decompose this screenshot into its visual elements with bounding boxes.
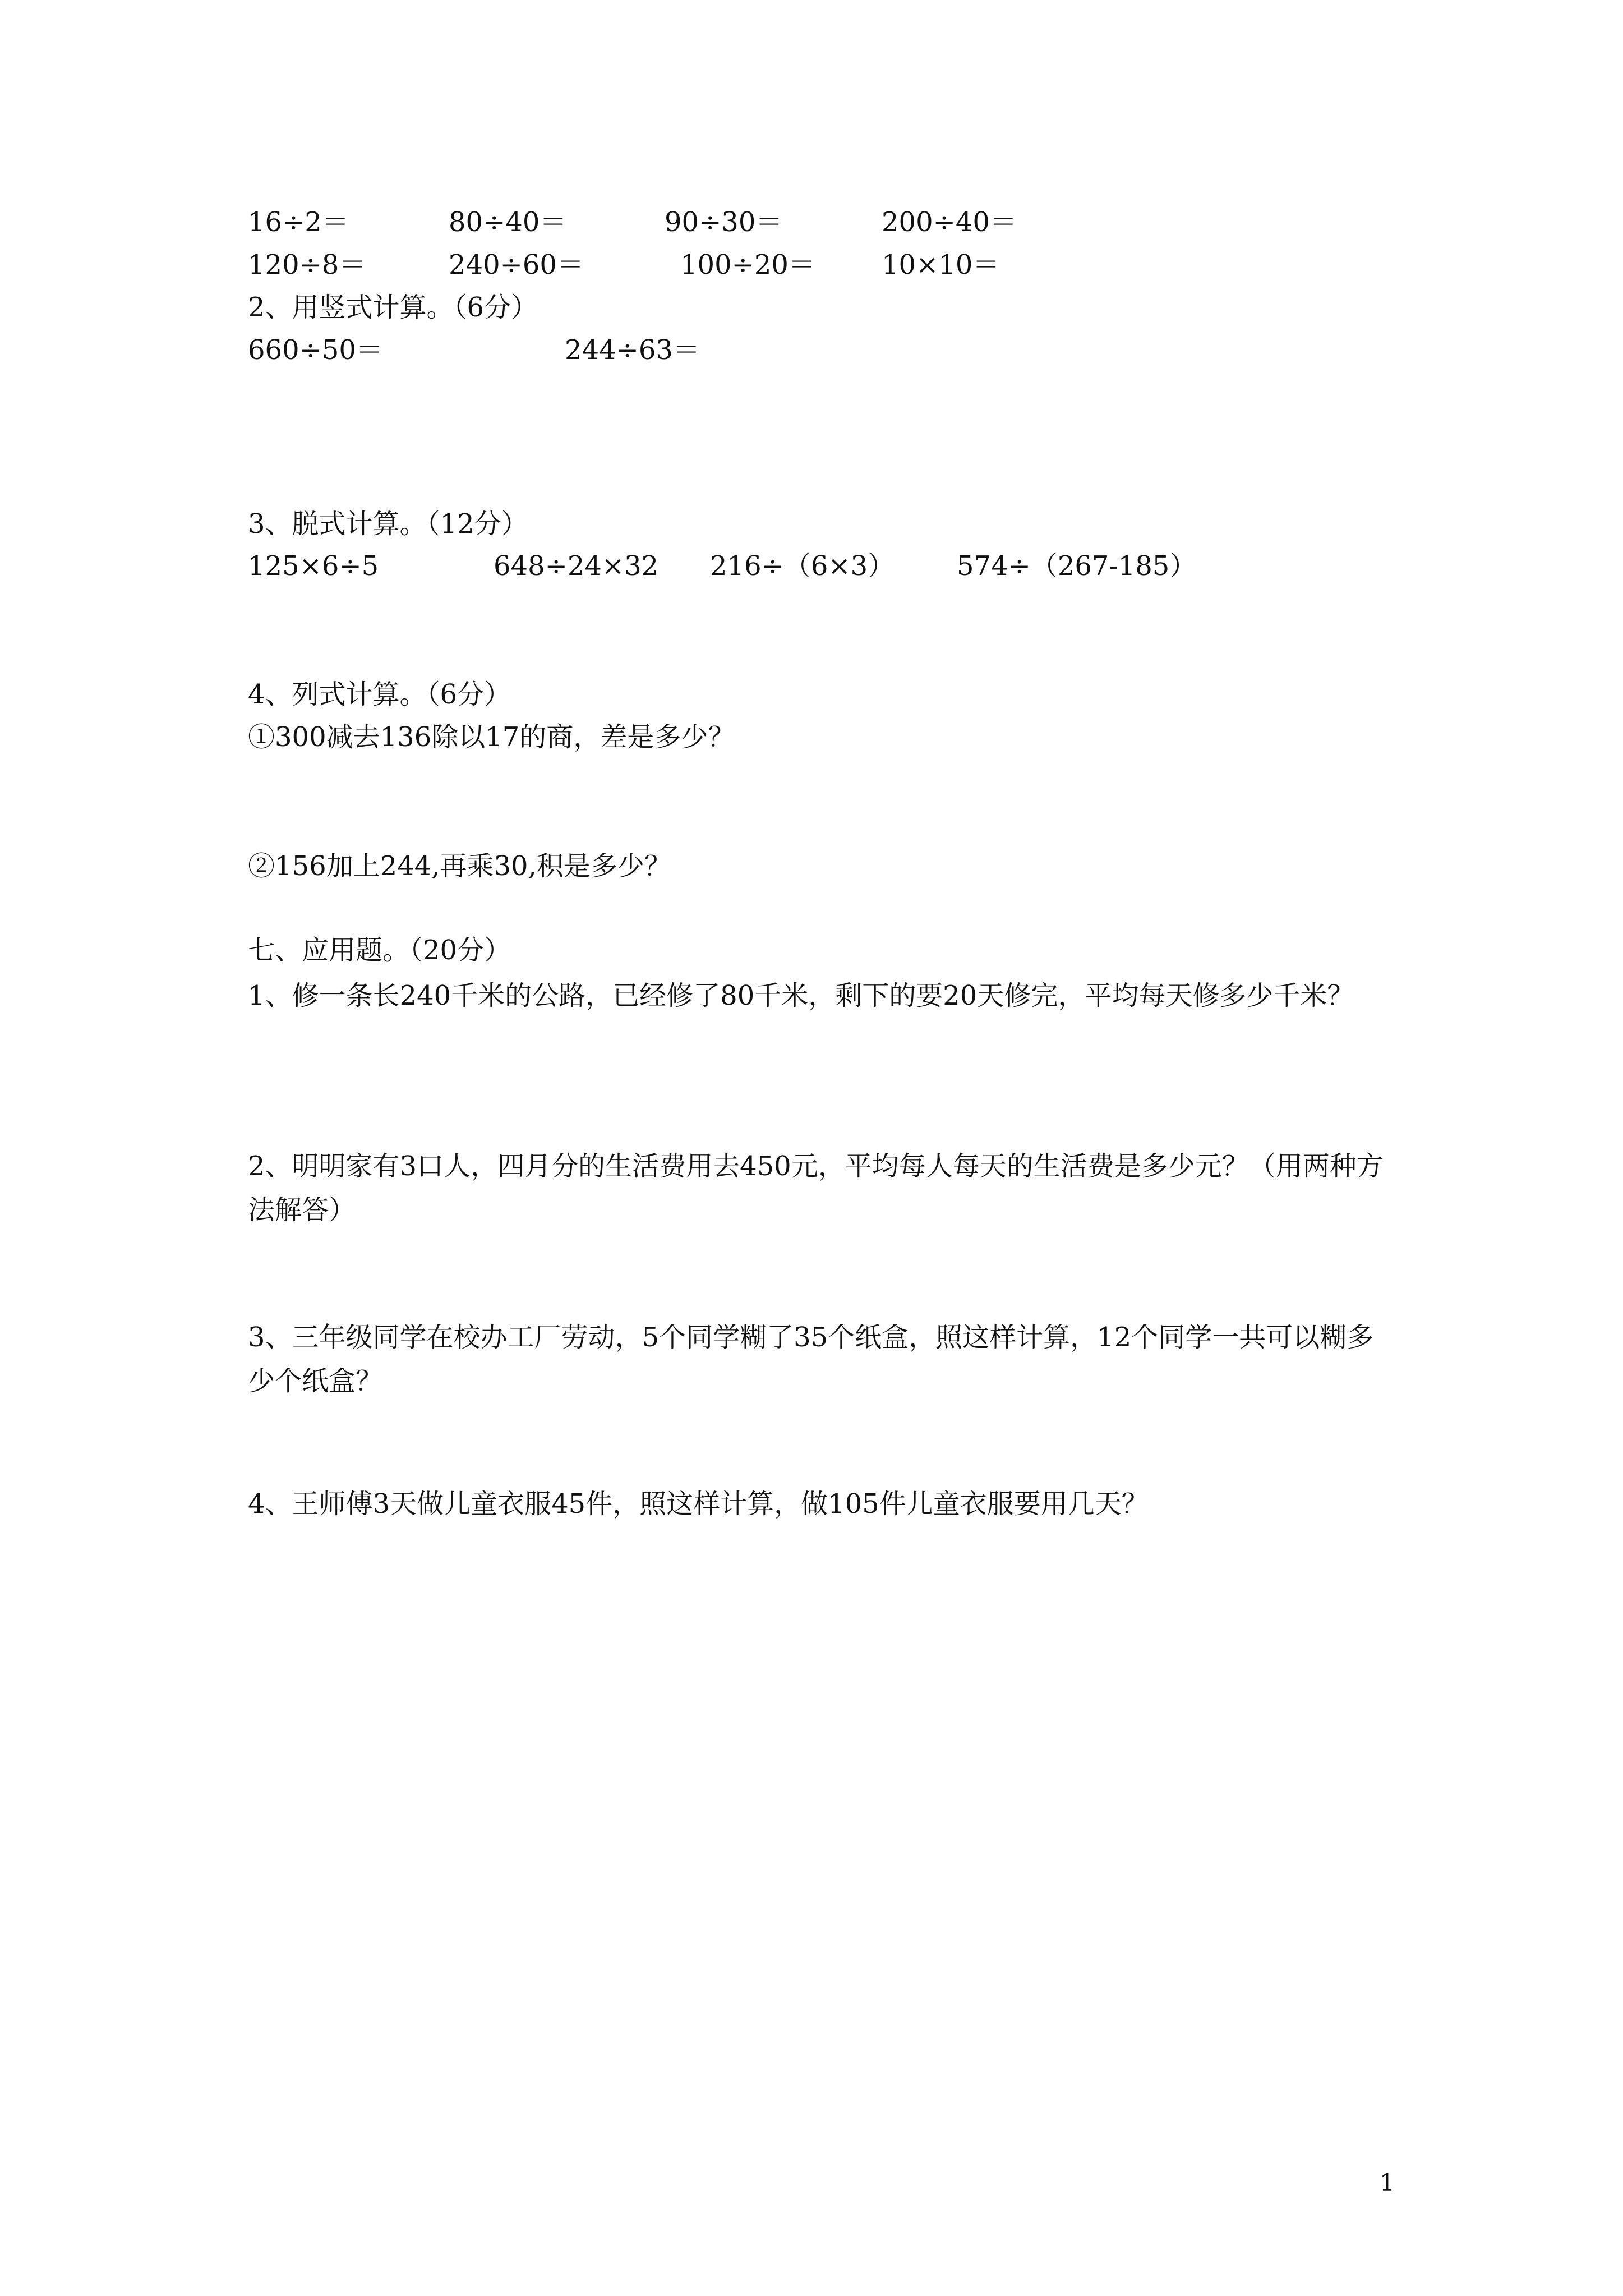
stepwise-heading: 3、脱式计算。（12分） <box>248 508 528 540</box>
application-problem-2: 2、明明家有3口人，四月分的生活费用去450元，平均每人每天的生活费是多少元？（用两种方法解答） <box>248 1151 1384 1226</box>
application-problem-4: 4、王师傅3天做儿童衣服45件，照这样计算，做105件儿童衣服要用几天？ <box>248 1488 1149 1520</box>
oral-row1-item-4: 200÷40＝ <box>882 206 1017 238</box>
stepwise-item-3: 216÷（6×3） <box>710 550 895 582</box>
oral-row2-item-2: 240÷60＝ <box>449 249 584 280</box>
vertical-item-2: 244÷63＝ <box>565 334 700 366</box>
stepwise-item-4: 574÷（267-185） <box>957 550 1197 582</box>
stepwise-item-2: 648÷24×32 <box>494 550 659 582</box>
stepwise-item-1: 125×6÷5 <box>248 550 379 582</box>
application-problem-3: 3、三年级同学在校办工厂劳动，5个同学糊了35个纸盒，照这样计算，12个同学一共可以糊多少个纸盒？ <box>248 1322 1374 1397</box>
oral-row1-item-2: 80÷40＝ <box>449 206 567 238</box>
oral-row2-item-1: 120÷8＝ <box>248 249 366 280</box>
oral-row2-item-4: 10×10＝ <box>882 249 1000 280</box>
oral-row1-item-1: 16÷2＝ <box>248 206 349 238</box>
vertical-heading: 2、用竖式计算。（6分） <box>248 292 538 323</box>
expression-heading: 4、列式计算。（6分） <box>248 679 511 710</box>
application-heading: 七、应用题。（20分） <box>248 935 511 966</box>
expression-item-1: ①300减去136除以17的商，差是多少？ <box>248 721 735 753</box>
page-number: 1 <box>1380 2169 1395 2196</box>
application-problem-1: 1、修一条长240千米的公路，已经修了80千米，剩下的要20天修完，平均每天修多少千米？ <box>248 980 1354 1011</box>
oral-row1-item-3: 90÷30＝ <box>665 206 783 238</box>
vertical-item-1: 660÷50＝ <box>248 334 383 366</box>
oral-row2-item-3: 100÷20＝ <box>680 249 815 280</box>
expression-item-2: ②156加上244,再乘30,积是多少？ <box>248 850 671 882</box>
